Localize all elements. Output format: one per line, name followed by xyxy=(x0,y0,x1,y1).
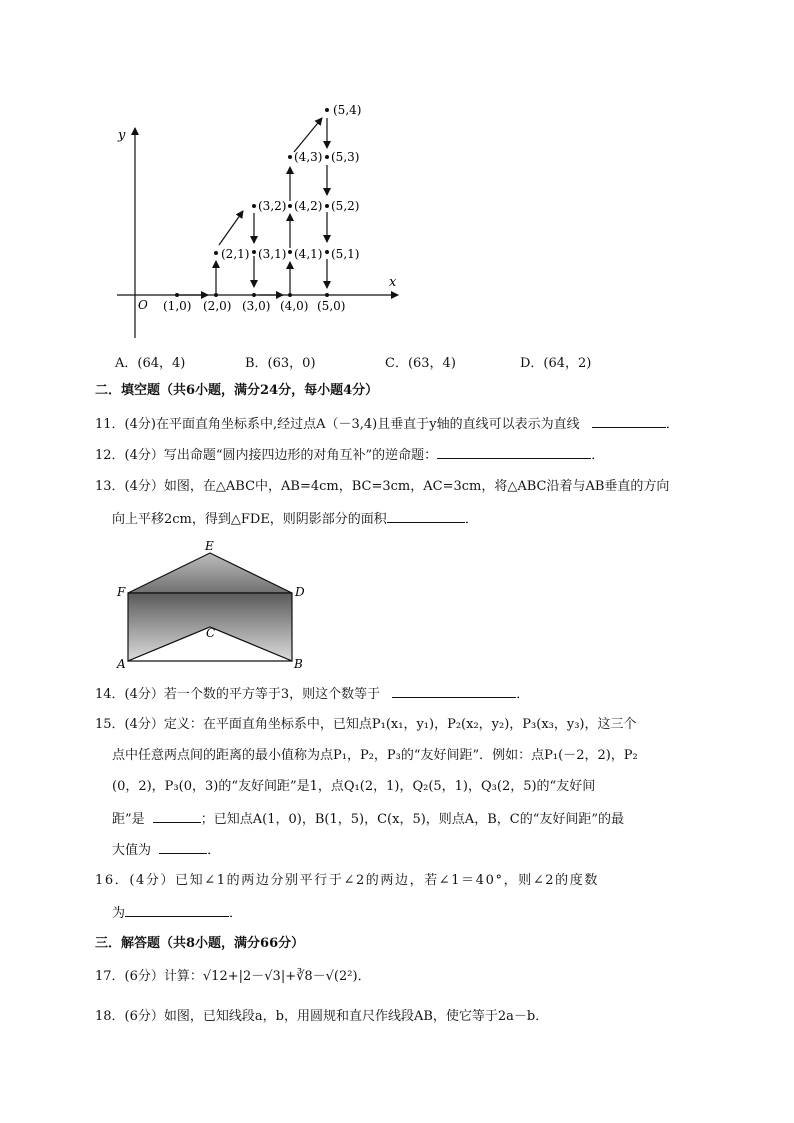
answer-blank[interactable] xyxy=(153,809,201,823)
lattice-point xyxy=(175,293,179,297)
answer-blank[interactable] xyxy=(437,445,591,459)
question-16-line1: 16．(4分）已知∠1的两边分别平行于∠2的两边，若∠1＝40°，则∠2的度数 xyxy=(95,873,599,888)
question-13-text: 向上平移2cm，得到△FDE，则阴影部分的面积 xyxy=(112,512,387,527)
vertex-label-f: F xyxy=(117,585,126,599)
math-expression: √12+|2－√3|+∛8－√(2²) xyxy=(202,969,358,984)
answer-blank[interactable] xyxy=(125,903,229,917)
lattice-point xyxy=(325,155,329,159)
choice-d: D．(64，2) xyxy=(520,356,592,371)
x-axis-label: x xyxy=(389,275,397,290)
question-12 xyxy=(95,445,604,465)
answer-blank[interactable] xyxy=(159,840,207,854)
lattice-point xyxy=(288,155,292,159)
period: ． xyxy=(665,417,679,432)
point-label: (5,3) xyxy=(331,150,360,164)
vertex-label-b: B xyxy=(294,657,303,671)
vertex-label-e: E xyxy=(205,539,214,553)
answer-blank[interactable] xyxy=(592,414,666,428)
question-15-line5 xyxy=(112,840,220,860)
point-label: (4,2) xyxy=(294,199,323,213)
point-label: (1,0) xyxy=(163,299,192,313)
choice-a: A．(64，4) xyxy=(115,356,186,371)
lattice-point xyxy=(252,250,256,254)
lattice-point xyxy=(214,293,218,297)
question-15-text-a: 距”是 xyxy=(112,812,145,827)
question-15-text-b: ；已知点A(1，0)，B(1，5)，C(x，5)，则点A，B，C的“友好间距”的最 xyxy=(200,812,624,827)
period: ． xyxy=(229,906,243,921)
lattice-point xyxy=(288,293,292,297)
y-axis-label: y xyxy=(118,128,126,143)
lattice-point xyxy=(252,293,256,297)
section-heading-solve: 三．解答题（共8小题，满分66分） xyxy=(95,936,305,951)
question-14 xyxy=(95,684,529,704)
vertex-label-d: D xyxy=(295,585,305,599)
lattice-point xyxy=(288,250,292,254)
path-arrow xyxy=(219,211,243,245)
period: ． xyxy=(357,969,371,984)
section-heading-fill-in: 二．填空题（共6小题，满分24分，每小题4分） xyxy=(95,383,379,398)
point-label: (4,1) xyxy=(294,247,323,261)
triangle-translation-figure xyxy=(112,535,312,675)
point-label: (4,3) xyxy=(294,150,323,164)
lattice-point xyxy=(252,204,256,208)
coordinate-path-figure xyxy=(110,95,410,345)
lattice-point xyxy=(325,108,329,112)
question-15-line4 xyxy=(112,809,624,829)
question-16-line2 xyxy=(112,903,242,923)
question-15-text-c: 大值为 xyxy=(112,843,152,858)
question-15-line3: (0，2)，P₃(0，3)的“友好间距”是1，点Q₁(2，1)，Q₂(5，1)，Q₃(2，5)的“友好间 xyxy=(112,779,596,794)
point-label: (5,1) xyxy=(331,247,360,261)
lattice-point xyxy=(325,204,329,208)
vertex-label-a: A xyxy=(117,657,126,671)
lattice-point xyxy=(325,293,329,297)
question-13-line2 xyxy=(112,509,478,529)
lattice-point xyxy=(325,250,329,254)
question-11-text: 11．(4分)在平面直角坐标系中,经过点A（－3,4)且垂直于y轴的直线可以表示为直线 xyxy=(95,417,580,432)
question-17-text: 17．(6分）计算： xyxy=(95,969,203,984)
choice-c: C．(63，4) xyxy=(385,356,456,371)
point-label: (3,0) xyxy=(242,299,271,313)
answer-blank[interactable] xyxy=(387,509,465,523)
period: ． xyxy=(516,687,530,702)
period: ． xyxy=(207,843,221,858)
point-label: (5,0) xyxy=(317,299,346,313)
question-15-line2: 点中任意两点间的距离的最小值称为点P₁，P₂，P₃的“友好间距”．例如：点P₁(－2，2)，P₂ xyxy=(112,748,638,763)
origin-label: O xyxy=(138,298,148,312)
point-label: (2,0) xyxy=(203,299,232,313)
question-11 xyxy=(95,414,679,434)
point-label: (3,1) xyxy=(258,247,287,261)
question-15-line1: 15．(4分）定义：在平面直角坐标系中，已知点P₁(x₁，y₁)，P₂(x₂，y₂)，P₃(x₃，y₃)，这三个 xyxy=(95,717,637,732)
choice-b: B．(63，0) xyxy=(245,356,316,371)
point-label: (5,4) xyxy=(333,103,362,117)
answer-blank[interactable] xyxy=(392,684,516,698)
lattice-point xyxy=(288,204,292,208)
point-label: (4,0) xyxy=(280,299,309,313)
point-label: (3,2) xyxy=(258,199,287,213)
question-13-line1: 13．(4分）如图，在△ABC中，AB=4cm，BC=3cm，AC=3cm，将△ABC沿着与AB垂直的方向 xyxy=(95,479,670,494)
question-17 xyxy=(95,968,371,986)
point-label: (5,2) xyxy=(331,199,360,213)
lattice-point xyxy=(214,251,218,255)
question-18: 18．(6分）如图，已知线段a，b，用圆规和直尺作线段AB，使它等于2a－b． xyxy=(95,1009,549,1024)
period: ． xyxy=(464,512,478,527)
path-arrow xyxy=(294,118,322,152)
question-16-text: 为 xyxy=(112,906,126,921)
vertex-label-c: C xyxy=(206,626,216,640)
period: ． xyxy=(591,448,605,463)
question-14-text: 14．(4分）若一个数的平方等于3，则这个数等于 xyxy=(95,687,381,702)
question-12-text: 12．(4分）写出命题“圆内接四边形的对角互补”的逆命题： xyxy=(95,448,438,463)
triangle-fde-shaded xyxy=(128,553,292,593)
point-label: (2,1) xyxy=(221,247,250,261)
